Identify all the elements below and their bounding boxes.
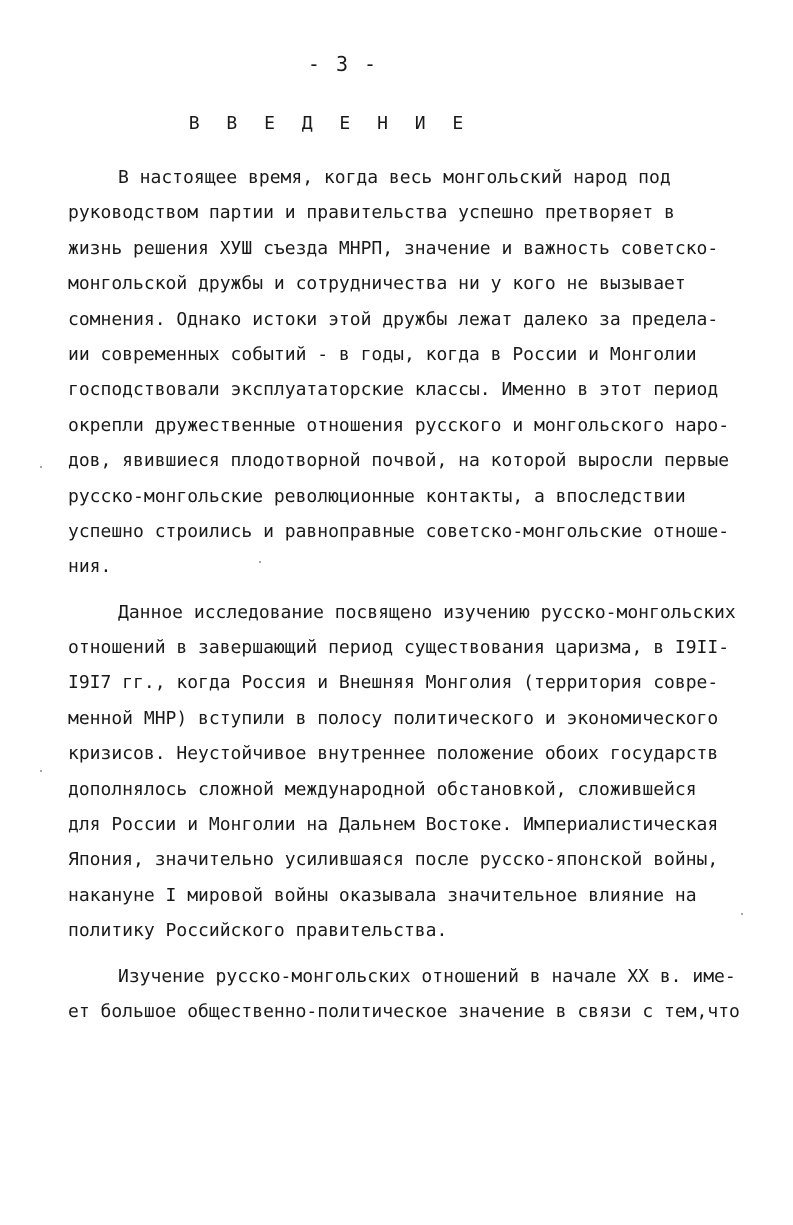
scan-speck bbox=[40, 466, 42, 468]
scan-speck bbox=[259, 561, 261, 563]
text-line: отношений в завершающий период существования царизма, в I9II- bbox=[68, 637, 730, 659]
text-line: монгольской дружбы и сотрудничества ни у кого не вызывает bbox=[68, 273, 686, 295]
text-line: ет большое общественно-политическое значение в связи с тем,что bbox=[68, 1000, 740, 1022]
text-line: ния. bbox=[68, 556, 112, 578]
text-line: русско-монгольские революционные контакты, а впоследствии bbox=[68, 485, 686, 507]
text-line: окрепли дружественные отношения русского и монгольского наро- bbox=[68, 414, 730, 436]
text-line: руководством партии и правительства успешно претворяет в bbox=[68, 202, 675, 224]
text-line: Изучение русско-монгольских отношений в начале XX в. име- bbox=[118, 965, 736, 987]
text-line: дополнялось сложной международной обстановкой, сложившейся bbox=[68, 778, 697, 800]
body-text bbox=[68, 160, 738, 1029]
text-line: кризисов. Неустойчивое внутреннее положение обоих государств bbox=[68, 743, 719, 765]
paragraph-2 bbox=[68, 595, 738, 949]
text-line: ии современных событий - в годы, когда в России и Монголии bbox=[68, 343, 697, 365]
text-line: В настоящее время, когда весь монгольский народ под bbox=[118, 167, 671, 188]
page-number: - 3 - bbox=[307, 52, 379, 76]
text-line: успешно строились и равноправные советско-монгольские отноше- bbox=[68, 520, 730, 542]
text-line: господствовали эксплуататорские классы. Именно в этот период bbox=[68, 379, 719, 401]
text-line: менной МНР) вступили в полосу политического и экономического bbox=[68, 707, 719, 729]
text-line: Данное исследование посвящено изучению русско-монгольских bbox=[118, 601, 736, 623]
scan-speck bbox=[741, 913, 743, 915]
text-line: жизнь решения ХУШ съезда МНРП, значение и важность советско- bbox=[68, 237, 719, 259]
text-line: дов, явившиеся плодотворной почвой, на которой выросли первые bbox=[68, 450, 730, 472]
text-line: сомнения. Однако истоки этой дружбы лежат далеко за предела- bbox=[68, 308, 719, 330]
text-line: для России и Монголии на Дальнем Востоке. Империалистическая bbox=[68, 814, 719, 836]
text-line: Япония, значительно усилившаяся после русско-японской войны, bbox=[68, 849, 719, 871]
scan-speck bbox=[40, 770, 42, 772]
text-line: накануне I мировой войны оказывала значительное влияние на bbox=[68, 884, 697, 906]
paragraph-1 bbox=[68, 160, 738, 585]
text-line: I9I7 гг., когда Россия и Внешняя Монголия (территория совре- bbox=[68, 672, 719, 694]
section-heading: В В Е Д Е Н И Е bbox=[188, 113, 472, 134]
paragraph-3 bbox=[68, 959, 738, 1030]
text-line: политику Российского правительства. bbox=[68, 920, 448, 942]
